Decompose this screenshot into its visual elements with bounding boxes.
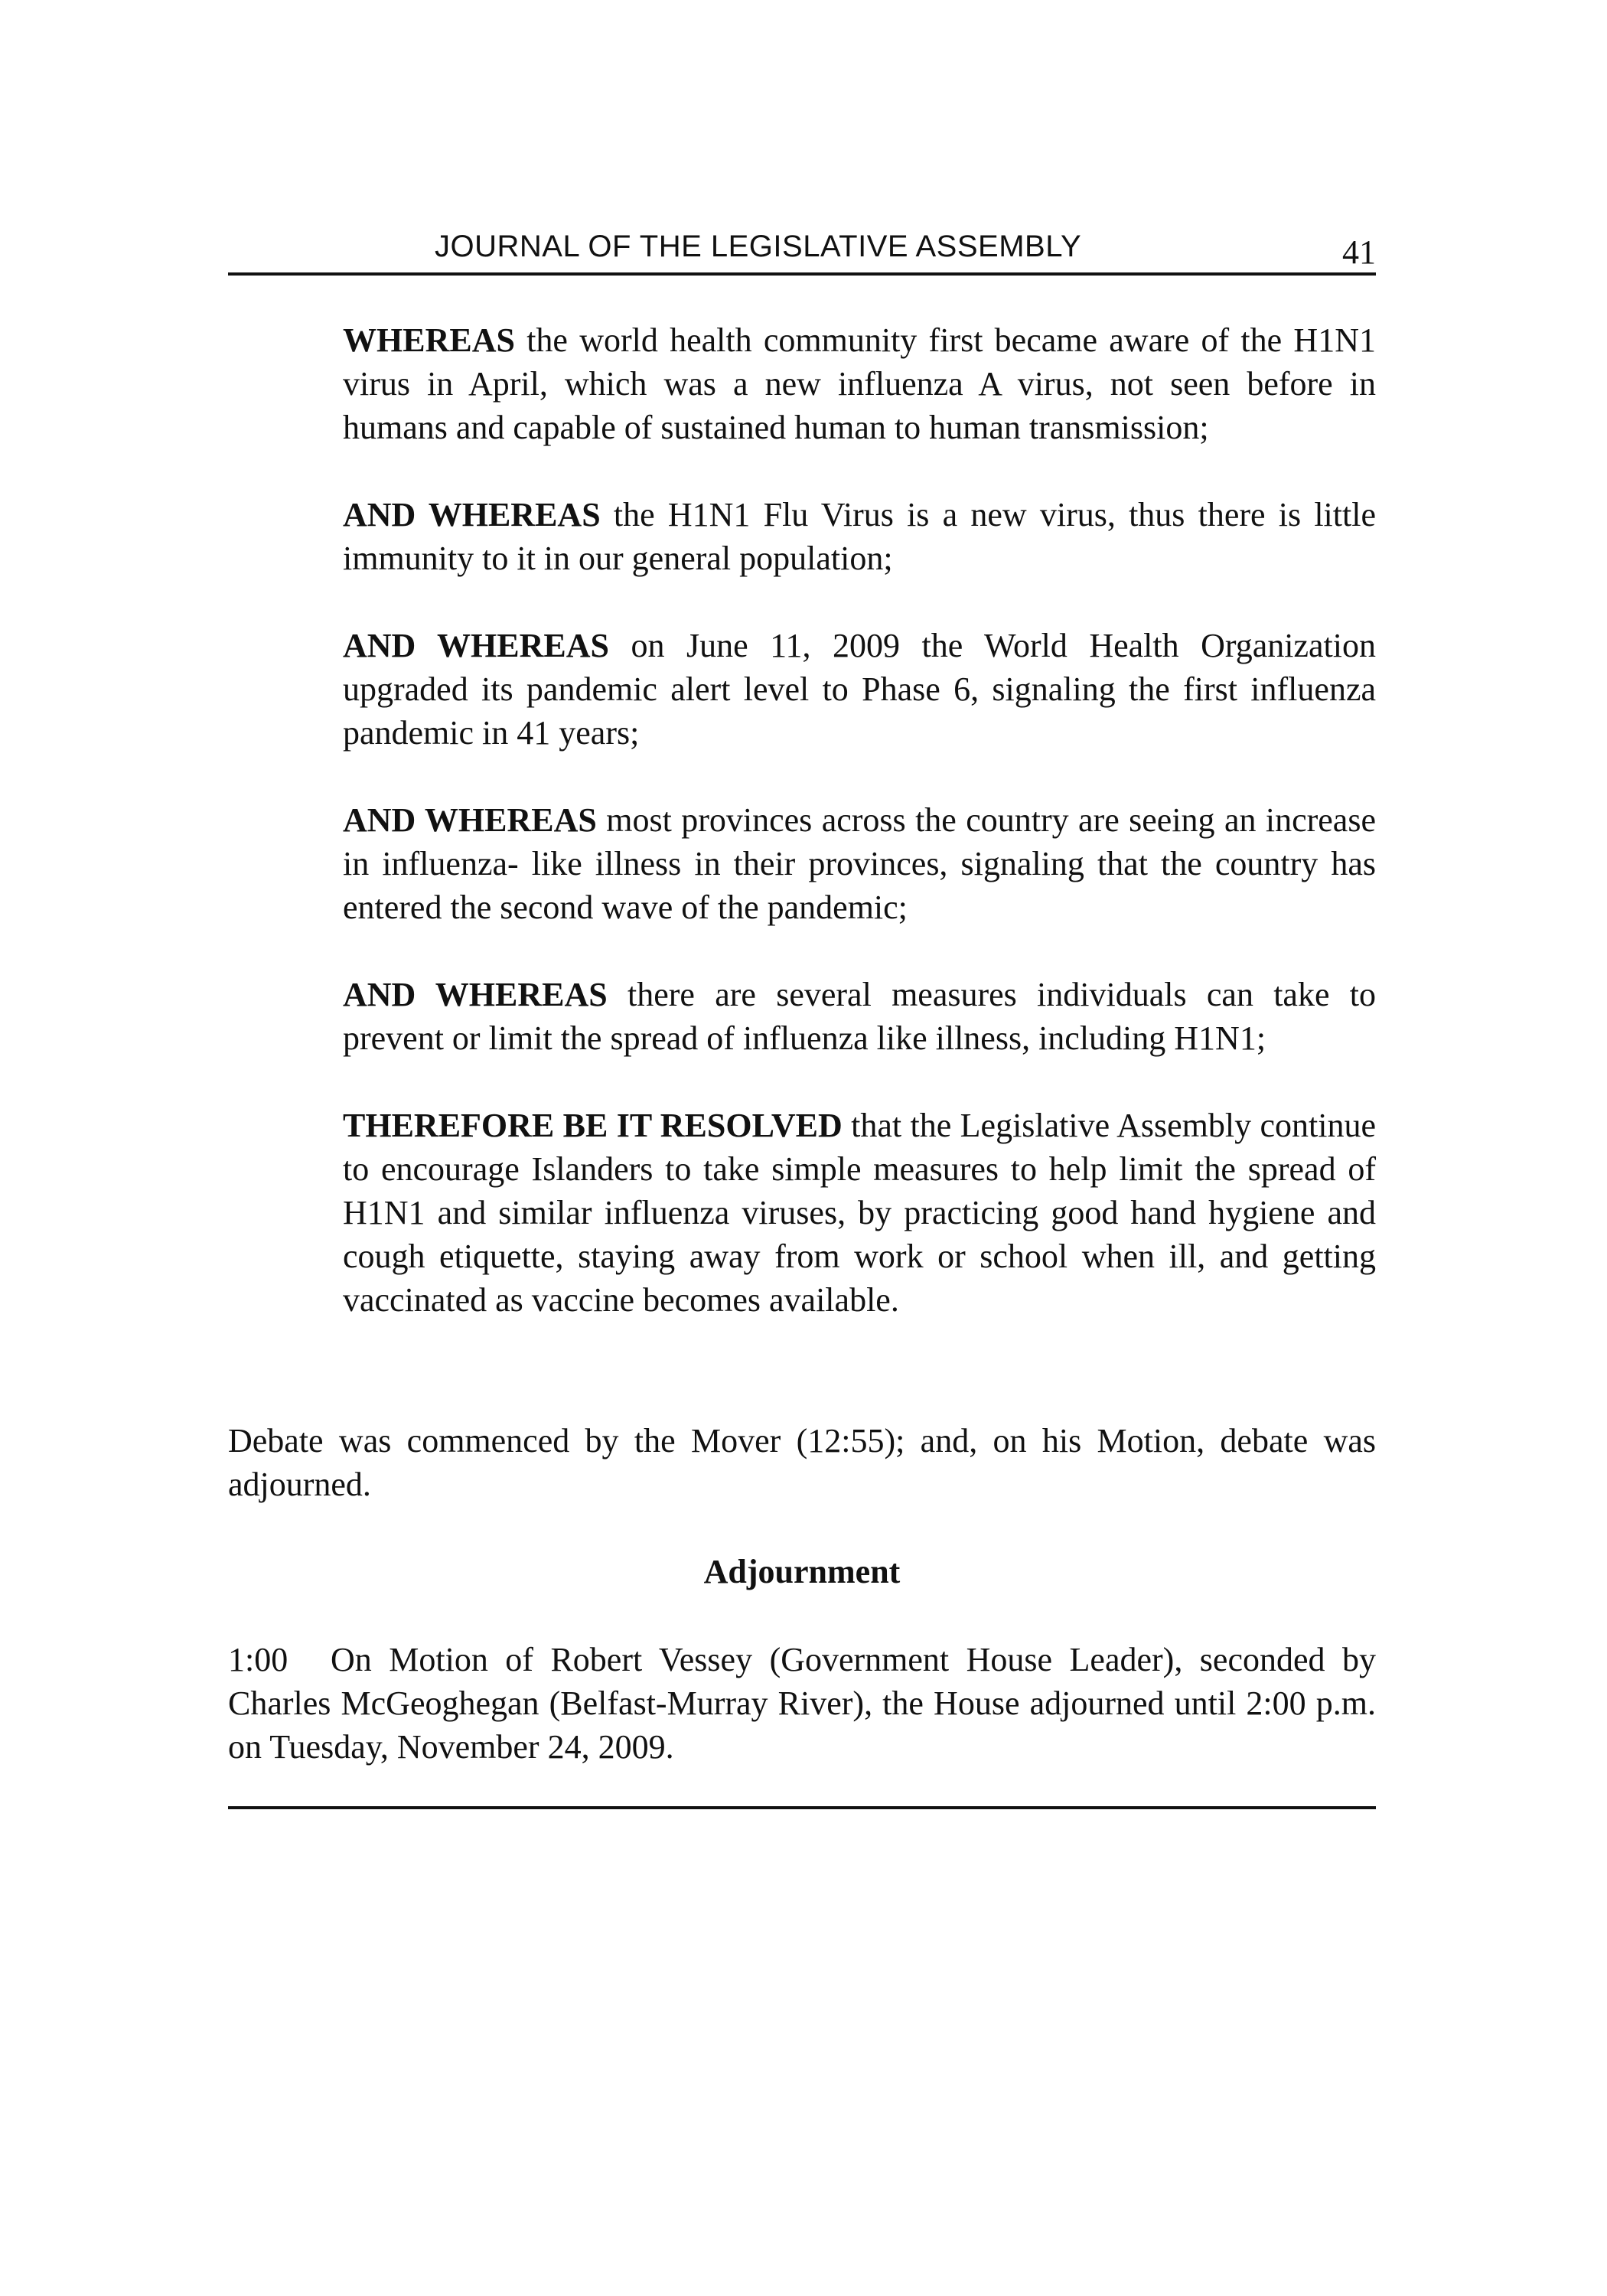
clause-lead: AND WHEREAS	[343, 976, 608, 1013]
clause-text: there are several measures individuals can take to prevent or limit the spread of influenza like illness, including H1N1;	[343, 976, 1376, 1057]
clause-lead: WHEREAS	[343, 321, 515, 359]
page-number: 41	[1342, 233, 1376, 271]
header-rule	[228, 272, 1376, 276]
clause-lead: AND WHEREAS	[343, 801, 597, 839]
resolved-clause	[343, 1104, 1376, 1322]
whereas-clause-5	[343, 973, 1376, 1060]
whereas-clause-4	[343, 798, 1376, 929]
clause-text: the H1N1 Flu Virus is a new virus, thus there is little immunity to it in our general population;	[343, 496, 1376, 577]
adjournment-time: 1:00	[228, 1641, 288, 1678]
adjournment-text: On Motion of Robert Vessey (Government House Leader), seconded by Charles McGeoghegan (Belfast-Murray River), the House adjourned until 2:00 p.m. on Tuesday, November 24, 2009.	[228, 1641, 1376, 1766]
clause-text: the world health community first became aware of the H1N1 virus in April, which was a new influenza A virus, not seen before in humans and capable of sustained human to human transmission;	[343, 321, 1376, 446]
debate-paragraph: Debate was commenced by the Mover (12:55); and, on his Motion, debate was adjourned.	[228, 1422, 1376, 1503]
journal-title: JOURNAL OF THE LEGISLATIVE ASSEMBLY	[435, 230, 1082, 263]
clause-text: on June 11, 2009 the World Health Organization upgraded its pandemic alert level to Phase 6, signaling the first influenza pandemic in 41 years;	[343, 627, 1376, 752]
clause-text: that the Legislative Assembly continue to encourage Islanders to take simple measures to help limit the spread of H1N1 and similar influenza viruses, by practicing good hand hygiene and cough etiquette, staying away from work or school when ill, and getting vaccinated as vaccine becomes available.	[343, 1107, 1376, 1319]
whereas-clause-1	[343, 318, 1376, 449]
clause-lead: AND WHEREAS	[343, 627, 609, 664]
clause-lead: THEREFORE BE IT RESOLVED	[343, 1107, 843, 1144]
page-header	[228, 228, 1376, 274]
clause-text: most provinces across the country are seeing an increase in influenza- like illness in their provinces, signaling that the country has entered the second wave of the pandemic;	[343, 801, 1376, 926]
footer-rule	[228, 1806, 1376, 1809]
resolution-block	[343, 318, 1376, 1322]
adjournment-paragraph	[228, 1638, 1376, 1769]
adjournment-heading: Adjournment	[703, 1553, 901, 1590]
whereas-clause-2	[343, 493, 1376, 580]
clause-lead: AND WHEREAS	[343, 496, 601, 533]
whereas-clause-3	[343, 624, 1376, 755]
